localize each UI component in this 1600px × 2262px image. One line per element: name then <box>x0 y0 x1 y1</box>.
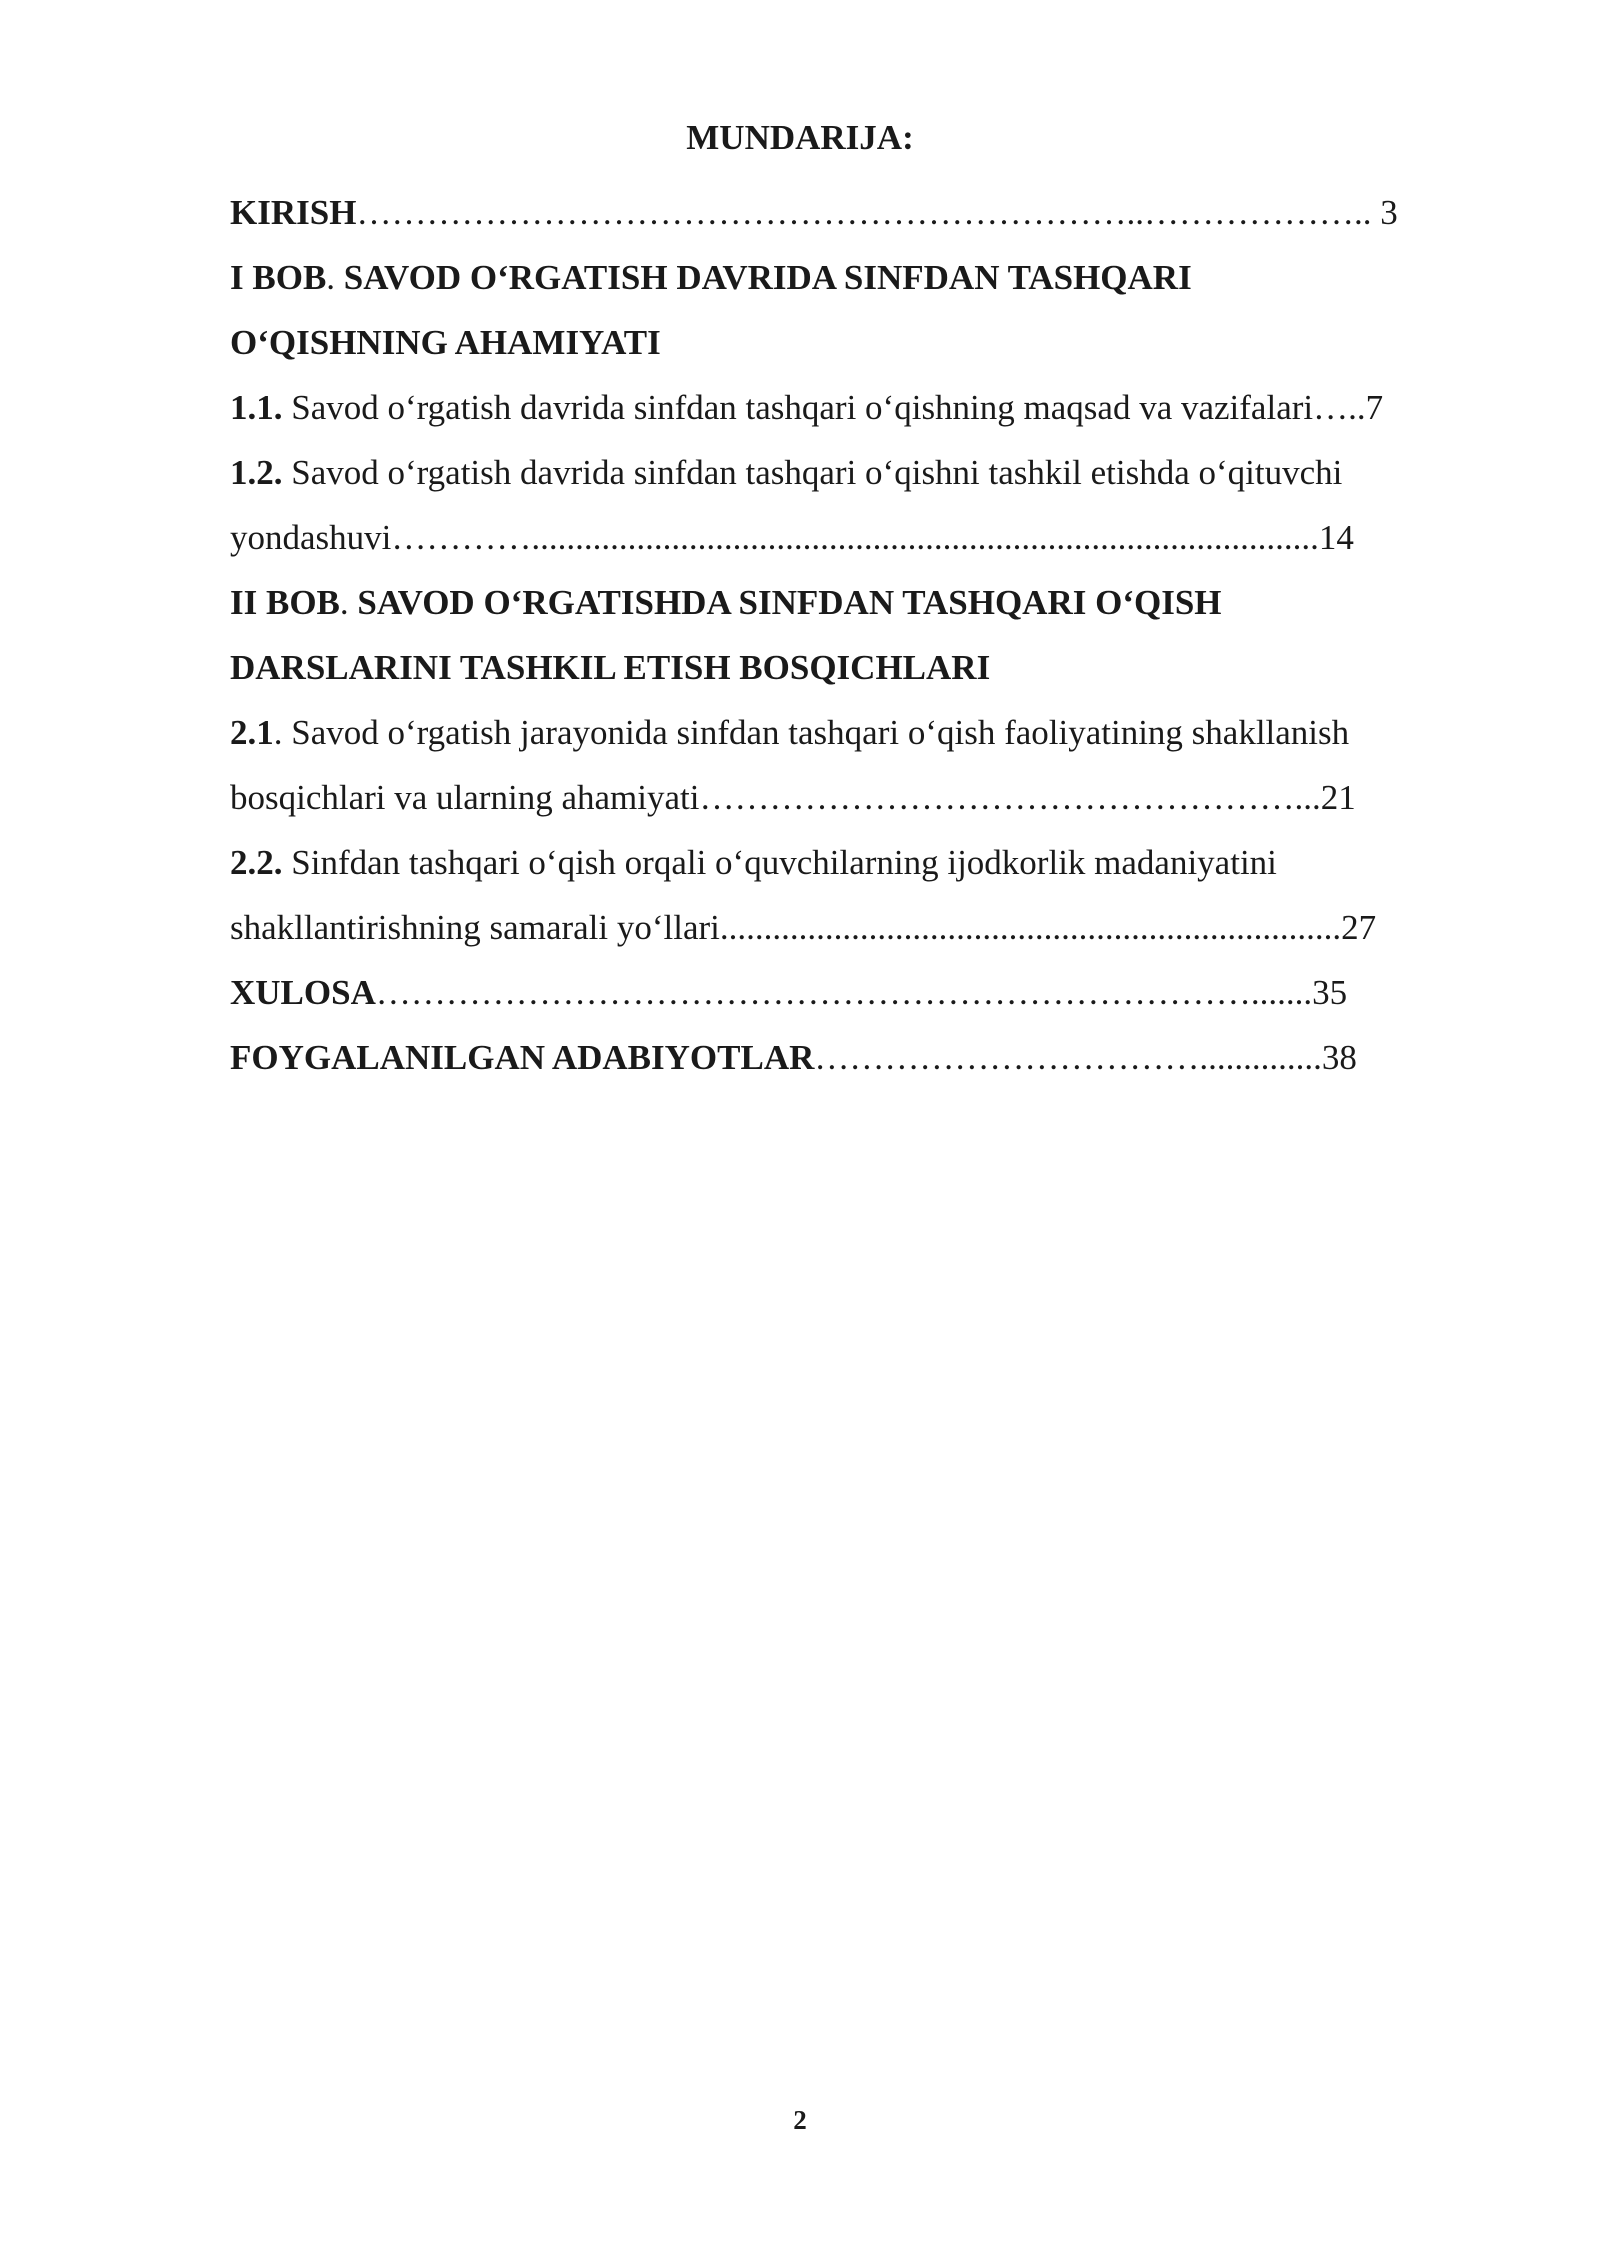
toc-entry-leader: ……………………………..............38 <box>814 1038 1357 1077</box>
toc-section-2-1-line-1 <box>230 700 1490 765</box>
toc-entry-label: FOYGALANILGAN ADABIYOTLAR <box>230 1038 815 1077</box>
toc-chapter-dot: . <box>326 258 336 297</box>
toc-chapter-dot: . <box>339 583 349 622</box>
toc-chapter-title: SAVOD O‘RGATISH DAVRIDA SINFDAN TASHQARI <box>335 258 1192 297</box>
toc-chapter-2-line-2: DARSLARINI TASHKIL ETISH BOSQICHLARI <box>230 648 991 687</box>
toc-entry-leader: …………………………………………………………..……………….. 3 <box>356 193 1398 232</box>
toc-section-text: Savod o‘rgatish davrida sinfdan tashqari o‘qishni tashkil etishda o‘qituvchi <box>282 453 1343 492</box>
toc-section-1-2-line-1 <box>230 440 1490 505</box>
toc-entry-kirish <box>230 180 1490 245</box>
toc-section-number: 1.2. <box>230 453 283 492</box>
toc-section-text: . Savod o‘rgatish jarayonida sinfdan tashqari o‘qish faoliyatining shakllanish <box>273 713 1350 752</box>
toc-chapter-prefix: II BOB <box>230 583 340 622</box>
toc-entry-xulosa <box>230 960 1490 1025</box>
toc-entry-label: XULOSA <box>230 973 376 1012</box>
toc-entry-leader: ………………………………………………………………….......35 <box>375 973 1348 1012</box>
toc-section-1-1 <box>230 375 1490 440</box>
toc-chapter-2-line-1 <box>230 570 1490 635</box>
toc-section-number: 2.2. <box>230 843 283 882</box>
toc-section-number: 1.1. <box>230 388 283 427</box>
toc-chapter-1-line-2: O‘QISHNING AHAMIYATI <box>230 323 661 362</box>
table-of-contents <box>230 180 1490 1090</box>
toc-entry-adabiyotlar <box>230 1025 1490 1090</box>
page-number: 2 <box>793 2105 807 2135</box>
toc-entry-label: KIRISH <box>230 193 357 232</box>
toc-section-2-1-line-2: bosqichlari va ularning ahamiyati……………………………………………...21 <box>230 778 1356 817</box>
toc-section-text: Savod o‘rgatish davrida sinfdan tashqari o‘qishning maqsad va vazifalari…..7 <box>282 388 1384 427</box>
toc-section-2-2-line-2: shakllantirishning samarali yo‘llari.......................................................................27 <box>230 908 1377 947</box>
toc-title: MUNDARIJA: <box>686 118 914 157</box>
toc-section-2-2-line-1 <box>230 830 1490 895</box>
toc-section-text: Sinfdan tashqari o‘qish orqali o‘quvchilarning ijodkorlik madaniyatini <box>282 843 1277 882</box>
toc-section-number: 2.1 <box>230 713 274 752</box>
toc-section-1-2-line-2: yondashuvi…………..........................................................................................14 <box>230 518 1354 557</box>
toc-chapter-title: SAVOD O‘RGATISHDA SINFDAN TASHQARI O‘QISH <box>348 583 1222 622</box>
toc-chapter-1-line-1 <box>230 245 1490 310</box>
toc-chapter-prefix: I BOB <box>230 258 327 297</box>
